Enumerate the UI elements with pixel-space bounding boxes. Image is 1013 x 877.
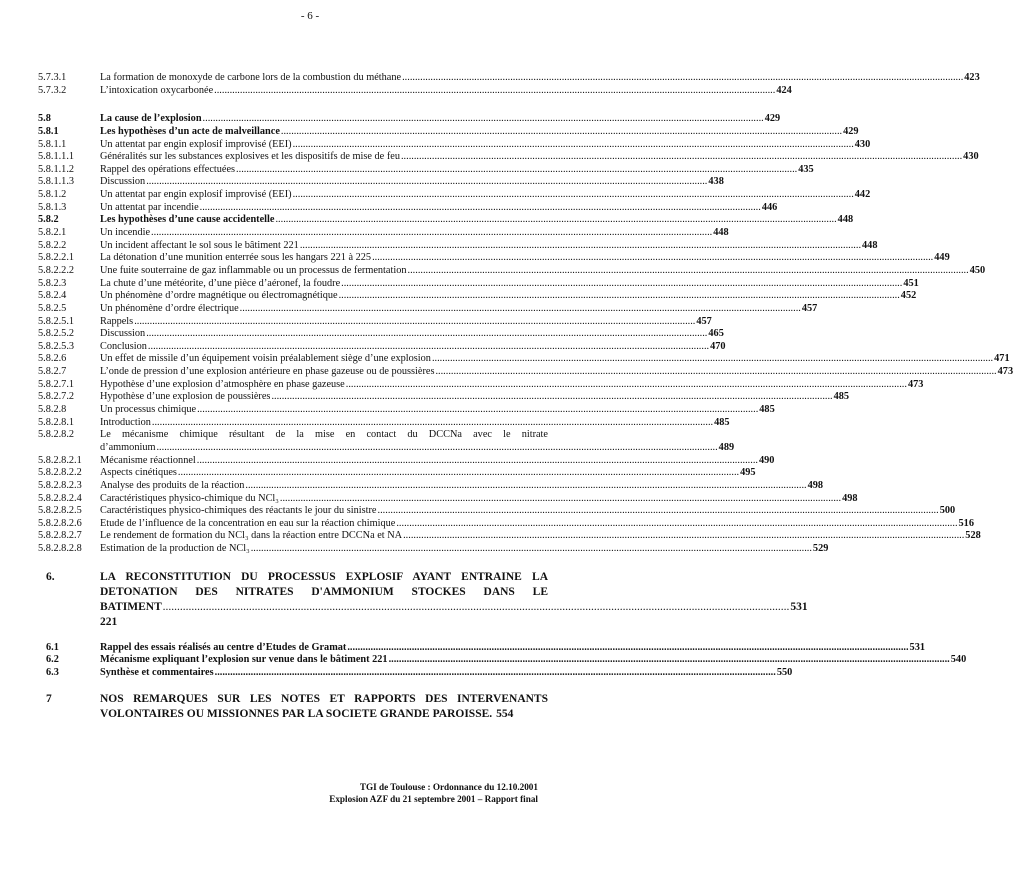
toc-entry-title-line2: DETONATION DES NITRATES D'AMMONIUM STOCKES DANS LE: [100, 585, 548, 598]
toc-entry-title: Etude de l’influence de la concentration en eau sur la réaction chimique: [100, 517, 396, 529]
toc-section-7: [38, 692, 548, 722]
toc-entry-title: Rappel des opérations effectuées: [100, 163, 236, 175]
toc-entry: [38, 176, 724, 189]
toc-entry: [38, 517, 974, 531]
toc-entry-number: 5.8.1: [38, 125, 59, 137]
toc-entry-page: 448: [837, 214, 854, 226]
leader-dots: [401, 151, 962, 164]
toc-entry-number: 5.8.2.7.2: [38, 391, 75, 403]
toc-entry-number: 5.8.1.3: [38, 201, 67, 213]
toc-entry-number: 5.8.2.4: [38, 290, 67, 302]
leader-dots: [146, 176, 707, 189]
leader-dots: [275, 214, 836, 227]
toc-entry-title: Les hypothèses d’une cause accidentelle: [100, 214, 275, 226]
toc-entry-page: 485: [759, 404, 775, 416]
toc-entry: [38, 479, 824, 493]
toc-entry-title: Synthèse et commentaires: [100, 667, 214, 679]
toc-entry-title: La formation de monoxyde de carbone lors de la combustion du méthane: [100, 72, 402, 83]
toc-entry: [38, 214, 854, 227]
toc-section-6: [38, 570, 808, 630]
toc-entry: [38, 340, 726, 354]
toc-entry-page: 442: [854, 189, 871, 201]
toc-entry-title: L’onde de pression d’une explosion antérieure en phase gazeuse ou de poussières: [100, 366, 435, 378]
toc-entry-page: 450: [969, 264, 986, 276]
toc-entry-number: 5.8.2.7: [38, 366, 67, 378]
toc-entry-title: L’intoxication oxycarbonée: [100, 84, 214, 96]
toc-entry: [38, 227, 729, 240]
toc-entry-title: Discussion: [100, 328, 146, 340]
toc-entry-number: 6.2: [46, 654, 59, 666]
toc-entry-title-line2: d’ammonium: [100, 441, 156, 453]
toc-entry-number: 5.8.2.7.1: [38, 378, 75, 390]
toc-entry-number: 5.8.2.2.2: [38, 264, 75, 276]
leader-dots: [251, 543, 812, 556]
leader-dots: [378, 505, 939, 518]
toc-entry-number: 5.8.2.8.2.5: [38, 505, 82, 517]
toc-entry-page: 430: [963, 151, 979, 163]
toc-entry-number: 5.8.2.8.2.8: [38, 543, 82, 555]
toc-entry-number: 5.8.2.6: [38, 353, 67, 365]
toc-entry-title: Rappel des essais réalisés au centre d’Etudes de Gramat: [100, 641, 347, 653]
toc-entry: [38, 353, 1010, 366]
leader-dots: [215, 667, 776, 680]
toc-entry-page: 485: [714, 416, 730, 428]
toc-entry-page: 448: [713, 227, 729, 239]
leader-dots: [151, 227, 712, 240]
toc-entry-page: 490: [758, 454, 775, 466]
leader-dots: [178, 467, 739, 480]
toc-entry-number: 6.1: [46, 641, 59, 653]
toc-entry-page: 438: [708, 176, 724, 188]
toc-entry-number: 5.7.3.2: [38, 84, 67, 96]
toc-entry-number: 5.8: [38, 113, 51, 125]
toc-entry: [38, 667, 793, 680]
toc-entry-number: 5.8.1.2: [38, 189, 67, 201]
leader-dots: [403, 530, 964, 543]
toc-entry-number: 5.8.2.8.2.4: [38, 492, 82, 504]
toc-entry-number: 5.8.2.8.1: [38, 416, 75, 428]
toc-entry-title: Estimation de la production de NCl₃: [100, 543, 250, 555]
toc-entry-number: 5.8.2.5: [38, 302, 67, 314]
leader-dots: [152, 417, 713, 430]
toc-entry-number: 5.8.2.2.1: [38, 252, 75, 264]
toc-group-6: [38, 641, 967, 680]
toc-entry-title: Un effet de missile d’un équipement voisin préalablement siège d’une explosion: [100, 353, 431, 365]
toc-entry: [38, 302, 818, 316]
toc-entry-title: Introduction: [100, 416, 151, 428]
toc-entry-number: 5.8.2.2: [38, 239, 67, 251]
toc-entry-title: Hypothèse d’une explosion de poussières: [100, 391, 271, 403]
leader-dots: [341, 278, 902, 291]
toc-entry-number: 5.8.2.8: [38, 404, 67, 416]
toc-entry-page: 470: [710, 340, 726, 352]
toc-entry: [38, 505, 956, 518]
toc-entry-number: 5.8.2: [38, 214, 59, 226]
leader-dots: [432, 353, 993, 366]
leader-dots: [293, 139, 854, 152]
toc-entry-title: Un incendie: [100, 227, 151, 239]
toc-entry-number: 5.8.2.5.1: [38, 315, 75, 327]
toc-entry-page: 498: [842, 492, 858, 504]
leader-dots: [402, 72, 963, 85]
toc-entry-page: 528: [965, 530, 981, 542]
toc-entry-title: Caractéristiques physico-chimique du NCl₃: [100, 492, 279, 504]
toc-entry-title: Aspects cinétiques: [100, 467, 177, 479]
toc-entry-title: Rappels: [100, 315, 134, 327]
toc-entry-number: 5.8.2.8.2.2: [38, 467, 82, 479]
document-footer: [329, 781, 538, 805]
toc-entry: [38, 315, 712, 329]
toc-entry-title: Mécanisme réactionnel: [100, 454, 196, 466]
leader-dots: [134, 316, 695, 329]
leader-dots: [281, 126, 842, 139]
toc-entry: [38, 72, 980, 85]
leader-dots: [339, 290, 900, 303]
toc-entry-page: 457: [801, 302, 818, 314]
toc-entry-title: La cause de l’explosion: [100, 113, 202, 125]
toc-entry-page: 452: [900, 290, 917, 302]
toc-entry: [38, 151, 979, 164]
toc-entry-page: 429: [843, 125, 859, 137]
toc-entry-title: Conclusion: [100, 340, 147, 352]
leader-dots: [240, 303, 801, 316]
toc-entry-page: 531: [790, 600, 808, 613]
toc-entry: [38, 543, 829, 556]
toc-entry-number: 5.8.2.8.2.1: [38, 454, 82, 466]
leader-dots: [396, 518, 957, 531]
leader-dots: [389, 654, 950, 667]
leader-dots: [200, 202, 761, 215]
toc-entry-page: 529: [812, 543, 829, 555]
toc-entry: [38, 138, 871, 152]
toc-entry: [38, 113, 781, 126]
leader-dots: [408, 265, 969, 278]
toc-entry: [38, 416, 730, 430]
toc-entry-title: Un attentat par engin explosif improvisé (EEI): [100, 189, 292, 201]
toc-entry-number: 5.8.2.8.2: [38, 429, 75, 441]
toc-entry-page: 473: [997, 366, 1013, 378]
toc-entry-title: Un processus chimique: [100, 404, 197, 416]
toc-entry-number: 5.8.2.8.2.6: [38, 517, 82, 529]
toc-entry: [38, 328, 724, 341]
leader-dots: [347, 642, 908, 655]
toc-entry-page: 516: [958, 517, 974, 529]
toc-entry-title: Mécanisme expliquant l’explosion sur venue dans le bâtiment 221: [100, 654, 388, 666]
toc-entry-page: 500: [939, 505, 956, 517]
toc-entry-title-line1: LA RECONSTITUTION DU PROCESSUS EXPLOSIF AYANT ENTRAINE LA: [100, 570, 548, 583]
toc-entry-title: La chute d’une météorite, d’une pièce d’aéronef, la foudre: [100, 277, 341, 289]
toc-entry-page: 540: [950, 654, 967, 666]
leader-dots: [203, 113, 764, 126]
toc-entry: [38, 264, 986, 278]
toc-entry-title: Une fuite souterraine de gaz inflammable ou un processus de fermentation: [100, 264, 407, 276]
toc-entry-title: Les hypothèses d’un acte de malveillance: [100, 125, 280, 137]
toc-entry-page: 449: [934, 252, 950, 264]
toc-entry-number: 5.8.1.1.2: [38, 163, 75, 175]
toc-entry: [38, 454, 775, 468]
toc-entry: [38, 239, 878, 253]
toc-entry: [38, 530, 981, 543]
toc-entry-title: Caractéristiques physico-chimiques des réactants le jour du sinistre: [100, 505, 377, 517]
toc-entry: [38, 189, 871, 202]
leader-dots: [372, 252, 933, 265]
leader-dots: [197, 455, 758, 468]
leader-dots: [245, 480, 806, 493]
toc-entry: [38, 277, 919, 291]
toc-entry-number: 6.3: [46, 667, 59, 679]
toc-entry-number: 5.8.2.1: [38, 227, 67, 239]
toc-entry-page: 485: [833, 391, 850, 403]
toc-entry-page: 489: [718, 441, 735, 453]
toc-entry: [38, 654, 967, 667]
toc-entry: [38, 252, 950, 265]
leader-dots: [214, 85, 775, 98]
toc-entry-number: 5.8.2.3: [38, 277, 67, 289]
toc-entry: [38, 378, 924, 392]
toc-entry-title: Généralités sur les substances explosives et les dispositifs de mise de feu: [100, 151, 400, 163]
leader-dots: [300, 240, 861, 253]
toc-entry-page: 473: [907, 378, 924, 390]
toc-group-5-7: [38, 72, 980, 97]
toc-entry: [38, 290, 917, 303]
toc-entry: [38, 391, 850, 404]
toc-entry-page: 457: [696, 315, 712, 327]
toc-entry-page: 435: [798, 163, 814, 175]
toc-entry-title-line1: Le mécanisme chimique résultant de la mise en contact du DCCNa avec le nitrate: [100, 429, 548, 441]
toc-entry-title: La détonation d’une munition enterrée sous les hangars 221 à 225: [100, 252, 372, 264]
table-of-contents: [38, 72, 1013, 722]
toc-entry: [38, 467, 756, 480]
toc-entry-title: Un phénomène d’ordre électrique: [100, 302, 239, 314]
page-number: - 6 -: [300, 10, 320, 22]
toc-entry-page: 424: [776, 84, 792, 96]
toc-entry-number: 5.8.1.1.1: [38, 151, 75, 163]
toc-entry-title: Hypothèse d’une explosion d’atmosphère en phase gazeuse: [100, 378, 345, 390]
toc-entry-page: 550: [776, 667, 793, 679]
toc-entry-page: 446: [761, 201, 778, 213]
toc-entry-page: 423: [964, 72, 980, 83]
toc-entry-page: 448: [862, 239, 878, 251]
toc-entry-page: 531: [909, 641, 925, 653]
leader-dots: [146, 328, 707, 341]
toc-entry-number: 5.8.2.8.2.3: [38, 479, 82, 491]
leader-dots: [236, 164, 797, 177]
toc-entry-number: 5.8.2.5.2: [38, 328, 75, 340]
toc-entry-page: 429: [764, 113, 781, 125]
toc-group-5-8: [38, 113, 1013, 429]
toc-entry-title-line2: VOLONTAIRES OU MISSIONNES PAR LA SOCIETE GRANDE PAROISSE.: [100, 707, 493, 720]
toc-entry-page: 495: [740, 467, 756, 479]
leader-dots: [197, 404, 758, 417]
leader-dots: [435, 366, 996, 379]
leader-dots: [148, 341, 709, 354]
toc-entry-page: 471: [994, 353, 1010, 365]
toc-entry-title: Un attentat par engin explosif improvisé (EEI): [100, 138, 292, 150]
toc-entry: [38, 125, 859, 139]
toc-entry-page: 554: [496, 707, 514, 720]
toc-entry-number: 5.8.2.5.3: [38, 340, 75, 352]
toc-entry: [38, 163, 814, 177]
toc-entry: [38, 366, 1013, 379]
toc-entry-page: 498: [807, 479, 824, 491]
toc-entry-title-line1: NOS REMARQUES SUR LES NOTES ET RAPPORTS DES INTERVENANTS: [100, 692, 548, 705]
leader-dots: [280, 493, 841, 506]
toc-entry: [38, 492, 858, 506]
toc-entry-number: 6.: [46, 570, 55, 583]
toc-entry-title: Un incident affectant le sol sous le bâtiment 221: [100, 239, 299, 251]
footer-line-court: TGI de Toulouse : Ordonnance du 12.10.2001: [359, 782, 538, 792]
toc-group-5-8-2-8-2: [38, 454, 981, 556]
toc-entry-title: Le rendement de formation du NCl₃ dans la réaction entre DCCNa et NA: [100, 530, 403, 542]
toc-entry-number: 7: [46, 692, 52, 705]
leader-dots: [271, 391, 832, 404]
toc-entry: [38, 84, 792, 98]
toc-entry-multiline: [38, 429, 735, 454]
toc-entry-number: 5.7.3.1: [38, 72, 67, 83]
toc-entry-page: 430: [854, 138, 871, 150]
toc-entry-title: Discussion: [100, 176, 146, 188]
toc-entry-number: 5.8.2.8.2.7: [38, 530, 82, 542]
toc-entry-page: 451: [903, 277, 919, 289]
toc-entry: [38, 641, 925, 655]
toc-entry-number: 5.8.1.1.3: [38, 176, 75, 188]
toc-entry-title: Un attentat par incendie: [100, 201, 199, 213]
toc-entry-title-line3: BATIMENT 221: [100, 600, 162, 628]
toc-entry-page: 465: [708, 328, 724, 340]
leader-dots: [346, 379, 907, 392]
footer-line-report: Explosion AZF du 21 septembre 2001 – Rapport final: [329, 794, 538, 804]
toc-entry: [38, 404, 775, 417]
leader-dots: [156, 442, 717, 455]
leader-dots: [163, 600, 790, 615]
toc-entry-number: 5.8.1.1: [38, 138, 67, 150]
leader-dots: [293, 189, 854, 202]
toc-entry-title: Analyse des produits de la réaction: [100, 479, 245, 491]
toc-entry: [38, 201, 778, 215]
toc-entry-title: Un phénomène d’ordre magnétique ou électromagnétique: [100, 290, 338, 302]
